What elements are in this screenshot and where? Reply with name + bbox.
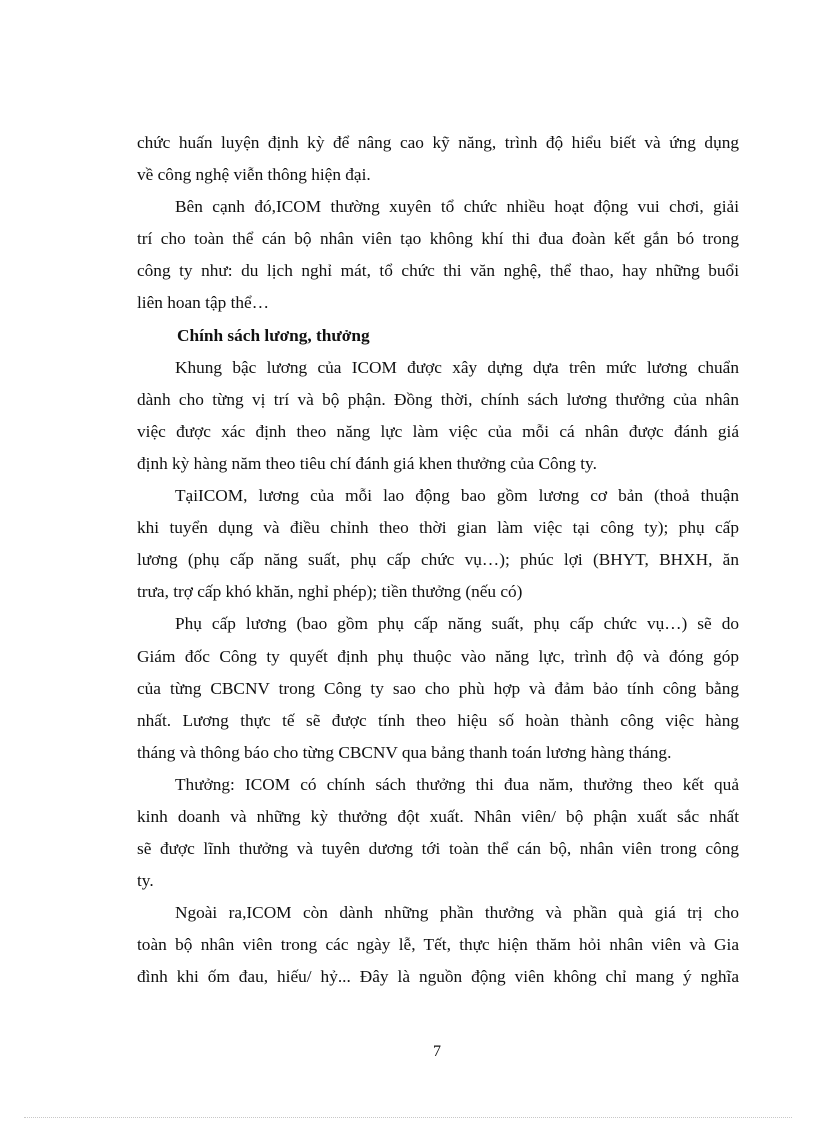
text-line: Thưởng: ICOM có chính sách thưởng thi đua năm, thưởng theo kết quả <box>175 774 739 794</box>
page-body <box>137 127 739 994</box>
text-line: TạiICOM, lương của mỗi lao động bao gồm lương cơ bản (thoả thuận <box>175 486 739 506</box>
text-line: sẽ được lĩnh thưởng và tuyên dương tới toàn thể cán bộ, nhân viên trong công <box>137 839 739 859</box>
text-line: việc được xác định theo năng lực làm việc của mỗi cá nhân được đánh giá <box>137 421 739 441</box>
paragraph-allowances <box>137 608 739 768</box>
paragraph-gifts <box>137 897 739 993</box>
page-boundary-divider <box>24 1117 792 1118</box>
text-line: Ngoài ra,ICOM còn dành những phần thưởng và phần quà giá trị cho <box>175 903 739 923</box>
text-line: chức huấn luyện định kỳ để nâng cao kỹ năng, trình độ hiểu biết và ứng dụng <box>137 133 739 152</box>
text-line: nhất. Lương thực tế sẽ được tính theo hiệu số hoàn thành công việc hàng <box>137 710 739 730</box>
text-line: ty. <box>137 871 154 891</box>
text-line: định kỳ hàng năm theo tiêu chí đánh giá khen thưởng của Công ty. <box>137 453 597 473</box>
paragraph-training <box>137 127 739 191</box>
paragraph-activities <box>137 191 739 319</box>
text-line: trí cho toàn thể cán bộ nhân viên tạo không khí thi đua đoàn kết gắn bó trong <box>137 229 739 249</box>
text-line: về công nghệ viễn thông hiện đại. <box>137 165 371 185</box>
text-line: Bên cạnh đó,ICOM thường xuyên tổ chức nhiều hoạt động vui chơi, giải <box>175 197 739 217</box>
text-line: Phụ cấp lương (bao gồm phụ cấp năng suất, phụ cấp chức vụ…) sẽ do <box>175 614 739 634</box>
text-line: công ty như: du lịch nghỉ mát, tổ chức thi văn nghệ, thể thao, hay những buổi <box>137 261 739 281</box>
text-line: khi tuyển dụng và điều chỉnh theo thời gian làm việc tại công ty); phụ cấp <box>137 518 739 538</box>
text-line: lương (phụ cấp năng suất, phụ cấp chức vụ…); phúc lợi (BHYT, BHXH, ăn <box>137 550 739 570</box>
text-line: toàn bộ nhân viên trong các ngày lễ, Tết, thực hiện thăm hỏi nhân viên và Gia <box>137 935 739 955</box>
text-line: kinh doanh và những kỳ thưởng đột xuất. Nhân viên/ bộ phận xuất sắc nhất <box>137 806 739 826</box>
paragraph-salary-components <box>137 480 739 608</box>
text-line: trưa, trợ cấp khó khăn, nghỉ phép); tiền thưởng (nếu có) <box>137 582 523 602</box>
text-line: tháng và thông báo cho từng CBCNV qua bảng thanh toán lương hàng tháng. <box>137 742 672 762</box>
text-line: Khung bậc lương của ICOM được xây dựng dựa trên mức lương chuẩn <box>175 357 739 377</box>
text-line: của từng CBCNV trong Công ty sao cho phù hợp và đảm bảo tính công bằng <box>137 678 739 698</box>
text-line: liên hoan tập thể… <box>137 293 269 313</box>
text-line: dành cho từng vị trí và bộ phận. Đồng thời, chính sách lương thưởng của nhân <box>137 389 739 409</box>
paragraph-salary-framework <box>137 352 739 480</box>
page-number: 7 <box>433 1043 441 1060</box>
paragraph-bonus <box>137 769 739 897</box>
text-line: đình khi ốm đau, hiếu/ hỷ... Đây là nguồn động viên không chỉ mang ý nghĩa <box>137 967 739 987</box>
text-line: Giám đốc Công ty quyết định phụ thuộc vào năng lực, trình độ và đóng góp <box>137 646 739 666</box>
section-heading: Chính sách lương, thưởng <box>177 325 370 345</box>
